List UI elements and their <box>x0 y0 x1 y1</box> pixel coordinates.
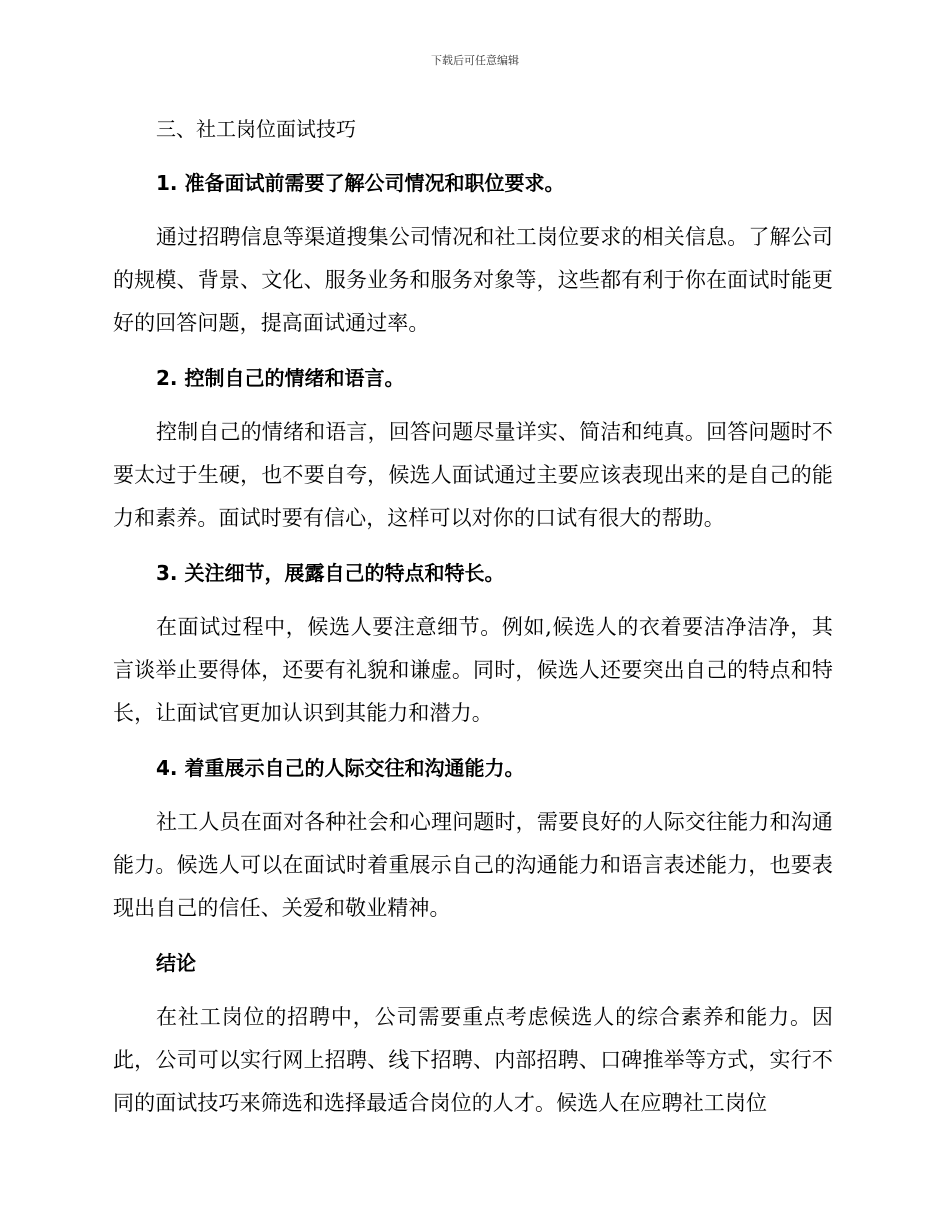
paragraph-line: 要表现出自己的信任、关爱和敬业精神。 <box>113 853 833 920</box>
paragraph-line: 司的规模、背景、文化、服务业务和服务对象等，这些都有利于你在面试时 <box>113 225 833 292</box>
section-item-3 <box>113 552 833 735</box>
conclusion-heading: 结论 <box>156 951 196 975</box>
paragraph-line: 言谈举止要得体，还要有礼貌和谦虚。同时，候选人还要突出自己的特点和 <box>113 658 812 682</box>
paragraph-line: 通能力。候选人可以在面试时着重展示自己的沟通能力和语言表述能力，也 <box>113 810 833 877</box>
item-heading: 4. 着重展示自己的人际交往和沟通能力。 <box>156 756 525 780</box>
page-header: 下载后可任意编辑 <box>431 54 519 67</box>
paragraph-line: 能更好的回答问题，提高面试通过率。 <box>113 268 833 335</box>
item-paragraph <box>113 216 833 345</box>
paragraph-line: 通过招聘信息等渠道搜集公司情况和社工岗位要求的相关信息。了解公 <box>156 225 812 249</box>
item-paragraph <box>113 606 833 735</box>
paragraph-line: 不要太过于生硬，也不要自夸，候选人面试通过主要应该表现出来的是自己 <box>113 420 833 487</box>
section-item-1 <box>113 162 833 345</box>
paragraph-line: 此，公司可以实行网上招聘、线下招聘、内部招聘、口碑推举等方式，实行 <box>113 1048 812 1072</box>
document-body <box>113 108 833 1125</box>
item-heading: 2. 控制自己的情绪和语言。 <box>156 366 405 390</box>
paragraph-line: 不同的面试技巧来筛选和选择最适合岗位的人才。候选人在应聘社工岗位 <box>113 1048 833 1115</box>
section-item-4 <box>113 747 833 930</box>
section-item-2 <box>113 357 833 540</box>
item-heading: 3. 关注细节，展露自己的特点和特长。 <box>156 561 505 585</box>
paragraph-line: 在面试过程中，候选人要注意细节。例如,候选人的衣着要洁净洁净，其 <box>156 615 833 639</box>
paragraph-line: 社工人员在面对各种社会和心理问题时，需要良好的人际交往能力和沟 <box>156 810 812 834</box>
section-title: 三、社工岗位面试技巧 <box>156 117 356 141</box>
paragraph-line: 在社工岗位的招聘中，公司需要重点考虑候选人的综合素养和能力。因 <box>156 1005 833 1029</box>
paragraph-line: 特长，让面试官更加认识到其能力和潜力。 <box>113 658 833 725</box>
item-heading: 1. 准备面试前需要了解公司情况和职位要求。 <box>156 171 565 195</box>
conclusion-section <box>113 942 833 1125</box>
paragraph-line: 控制自己的情绪和语言，回答问题尽量详实、简洁和纯真。回答问题时 <box>156 420 812 444</box>
item-paragraph <box>113 801 833 930</box>
paragraph-line: 的能力和素养。面试时要有信心，这样可以对你的口试有很大的帮助。 <box>113 463 833 530</box>
item-paragraph <box>113 411 833 540</box>
conclusion-paragraph <box>113 996 833 1125</box>
